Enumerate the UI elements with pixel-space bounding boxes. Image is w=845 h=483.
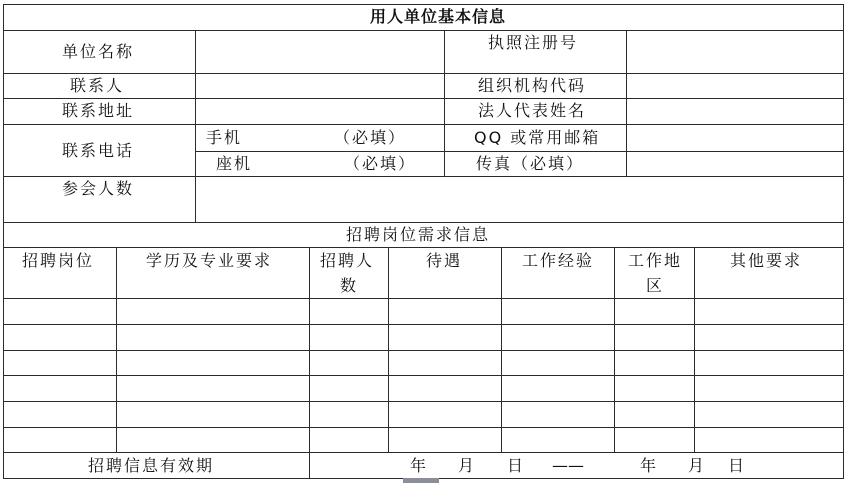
row-divider	[3, 124, 843, 125]
contact-person-label: 联系人	[70, 76, 125, 95]
company-name-label: 单位名称	[62, 42, 135, 61]
row-divider	[3, 98, 843, 99]
table-cell[interactable]	[616, 326, 693, 349]
table-cell[interactable]	[311, 326, 387, 349]
company-name-field[interactable]	[197, 32, 442, 72]
table-cell[interactable]	[311, 352, 387, 374]
table-cell[interactable]	[118, 429, 308, 451]
table-border-top	[3, 4, 843, 5]
table-cell[interactable]	[5, 403, 115, 426]
row-divider	[3, 375, 843, 376]
row-divider	[3, 427, 843, 428]
col-divider	[116, 247, 117, 452]
col-header-other: 其他要求	[730, 251, 803, 270]
table-cell[interactable]	[696, 377, 842, 400]
table-cell[interactable]	[5, 300, 115, 323]
contact-person-field[interactable]	[197, 75, 442, 97]
col-divider	[309, 247, 310, 478]
table-cell[interactable]	[118, 352, 308, 374]
table-cell[interactable]	[503, 377, 613, 400]
qq-email-field[interactable]	[628, 126, 841, 150]
phone-label: 联系电话	[62, 141, 135, 160]
legal-rep-label: 法人代表姓名	[478, 101, 587, 120]
col-header-position: 招聘岗位	[22, 251, 95, 270]
table-cell[interactable]	[5, 429, 115, 451]
col-divider	[614, 247, 615, 452]
table-cell[interactable]	[5, 326, 115, 349]
table-cell[interactable]	[5, 352, 115, 374]
scrollbar-thumb[interactable]	[403, 478, 439, 483]
table-cell[interactable]	[5, 377, 115, 400]
landline-field[interactable]	[260, 153, 340, 175]
org-code-field[interactable]	[628, 75, 841, 97]
table-cell[interactable]	[503, 352, 613, 374]
table-cell[interactable]	[390, 429, 500, 451]
mobile-label: 手机	[206, 128, 243, 147]
table-border-right	[843, 4, 844, 479]
col-header-experience: 工作经验	[522, 251, 595, 270]
table-cell[interactable]	[696, 352, 842, 374]
row-divider	[3, 30, 843, 31]
row-divider	[3, 401, 843, 402]
col-divider	[694, 247, 695, 452]
col-header-headcount: 招聘人	[320, 251, 375, 270]
date-month-end: 月	[688, 456, 707, 475]
table-cell[interactable]	[696, 300, 842, 323]
row-divider	[3, 452, 843, 453]
table-cell[interactable]	[503, 300, 613, 323]
license-no-field[interactable]	[628, 32, 841, 72]
attendees-field[interactable]	[197, 178, 841, 221]
date-day-end: 日	[728, 456, 747, 475]
landline-required-note: （必填）	[344, 154, 417, 173]
table-cell[interactable]	[311, 377, 387, 400]
org-code-label: 组织机构代码	[478, 76, 587, 95]
col-divider	[444, 30, 445, 176]
table-cell[interactable]	[118, 300, 308, 323]
mobile-field[interactable]	[250, 126, 330, 150]
row-divider	[3, 176, 843, 177]
table-cell[interactable]	[503, 429, 613, 451]
col-header-headcount-cont: 数	[340, 276, 359, 295]
row-divider	[195, 151, 843, 152]
table-cell[interactable]	[503, 326, 613, 349]
landline-label: 座机	[216, 154, 253, 173]
date-month-start: 月	[458, 456, 477, 475]
fax-field[interactable]	[628, 153, 841, 175]
table-cell[interactable]	[696, 403, 842, 426]
col-header-salary: 待遇	[426, 251, 463, 270]
col-header-education: 学历及专业要求	[146, 251, 273, 270]
col-divider	[388, 247, 389, 452]
table-cell[interactable]	[503, 403, 613, 426]
row-divider	[3, 298, 843, 299]
recruitment-section-title: 招聘岗位需求信息	[346, 225, 491, 244]
table-cell[interactable]	[311, 300, 387, 323]
table-cell[interactable]	[616, 377, 693, 400]
col-header-location: 工作地	[628, 251, 683, 270]
row-divider	[3, 350, 843, 351]
table-cell[interactable]	[390, 326, 500, 349]
table-cell[interactable]	[616, 300, 693, 323]
table-cell[interactable]	[118, 377, 308, 400]
col-header-location-cont: 区	[646, 276, 665, 295]
table-cell[interactable]	[616, 352, 693, 374]
date-year-end: 年	[640, 456, 659, 475]
table-cell[interactable]	[390, 300, 500, 323]
form-title: 用人单位基本信息	[370, 7, 507, 26]
table-cell[interactable]	[311, 429, 387, 451]
row-divider	[3, 73, 843, 74]
mobile-required-note: （必填）	[334, 128, 407, 147]
col-divider	[501, 247, 502, 452]
table-cell[interactable]	[696, 326, 842, 349]
row-divider	[3, 324, 843, 325]
fax-label: 传真（必填）	[476, 154, 585, 173]
table-cell[interactable]	[616, 403, 693, 426]
table-cell[interactable]	[118, 403, 308, 426]
qq-email-label: QQ 或常用邮箱	[474, 128, 601, 147]
date-year-start: 年	[410, 456, 429, 475]
table-cell[interactable]	[696, 429, 842, 451]
table-border-left	[3, 4, 4, 479]
attendees-label: 参会人数	[62, 179, 135, 198]
address-label: 联系地址	[62, 101, 135, 120]
row-divider	[3, 222, 843, 223]
row-divider	[3, 247, 843, 248]
license-no-label: 执照注册号	[488, 33, 579, 52]
table-cell[interactable]	[118, 326, 308, 349]
table-cell[interactable]	[390, 352, 500, 374]
legal-rep-field[interactable]	[628, 100, 841, 123]
col-divider	[195, 30, 196, 222]
table-cell[interactable]	[390, 403, 500, 426]
date-range-dash: ——	[552, 456, 584, 475]
col-divider	[626, 30, 627, 176]
table-cell[interactable]	[390, 377, 500, 400]
date-day-start: 日	[507, 456, 526, 475]
table-cell[interactable]	[616, 429, 693, 451]
address-field[interactable]	[197, 100, 442, 123]
table-cell[interactable]	[311, 403, 387, 426]
validity-label: 招聘信息有效期	[88, 456, 215, 475]
